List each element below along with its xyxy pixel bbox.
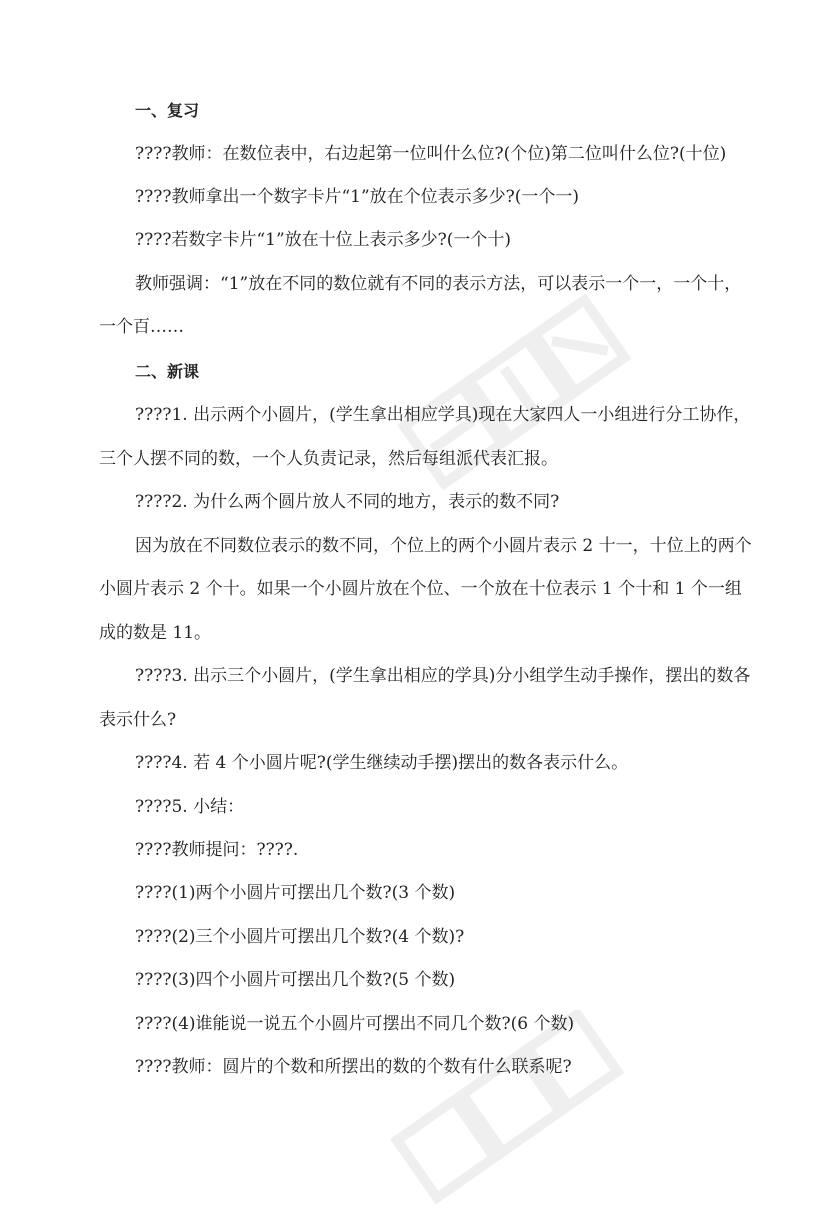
review-line-4: 教师强调：“1”放在不同的数位就有不同的表示方法，可以表示一个一，一个十，: [135, 274, 742, 294]
lesson-line-13: ????(2)三个小圆片可摆出几个数?(4 个数)?: [135, 927, 465, 947]
lesson-line-3: ????2. 为什么两个圆片放人不同的地方，表示的数不同?: [135, 492, 560, 512]
lesson-line-6: 成的数是 11。: [99, 623, 212, 643]
lesson-line-10: ????5. 小结：: [135, 797, 245, 817]
lesson-line-15: ????(4)谁能说一说五个小圆片可摆出不同几个数?(6 个数): [135, 1014, 575, 1034]
review-line-3: ????若数字卡片“1”放在十位上表示多少?(一个十): [135, 230, 512, 250]
lesson-line-2: 三个人摆不同的数，一个人负责记录，然后每组派代表汇报。: [99, 449, 558, 469]
lesson-line-5: 小圆片表示 2 个十。如果一个小圆片放在个位、一个放在十位表示 1 个十和 1 个一组: [99, 579, 742, 599]
review-line-2: ????教师拿出一个数字卡片“1”放在个位表示多少?(一个一): [135, 187, 580, 207]
lesson-line-7: ????3. 出示三个小圆片，(学生拿出相应的学具)分小组学生动手操作，摆出的数各: [135, 666, 751, 686]
lesson-line-1: ????1. 出示两个小圆片，(学生拿出相应学具)现在大家四人一小组进行分工协作，: [135, 405, 751, 425]
lesson-line-9: ????4. 若 4 个小圆片呢?(学生继续动手摆)摆出的数各表示什么。: [135, 753, 629, 773]
review-line-1: ????教师：在数位表中，右边起第一位叫什么位?(个位)第二位叫什么位?(十位): [135, 144, 727, 164]
lesson-line-8: 表示什么?: [99, 710, 177, 730]
review-line-5: 一个百……: [99, 317, 184, 337]
section-heading-review: 一、复习: [135, 101, 200, 120]
lesson-line-12: ????(1)两个小圆片可摆出几个数?(3 个数): [135, 883, 456, 903]
lesson-line-11: ????教师提问：????.: [135, 840, 299, 860]
lesson-line-16: ????教师：圆片的个数和所摆出的数的个数有什么联系呢?: [135, 1057, 572, 1077]
lesson-line-14: ????(3)四个小圆片可摆出几个数?(5 个数): [135, 970, 456, 990]
watermark-logo-icon: [380, 1010, 640, 1210]
lesson-line-4: 因为放在不同数位表示的数不同，个位上的两个小圆片表示 2 十一，十位上的两个: [135, 536, 752, 556]
section-heading-new-lesson: 二、新课: [135, 362, 200, 381]
